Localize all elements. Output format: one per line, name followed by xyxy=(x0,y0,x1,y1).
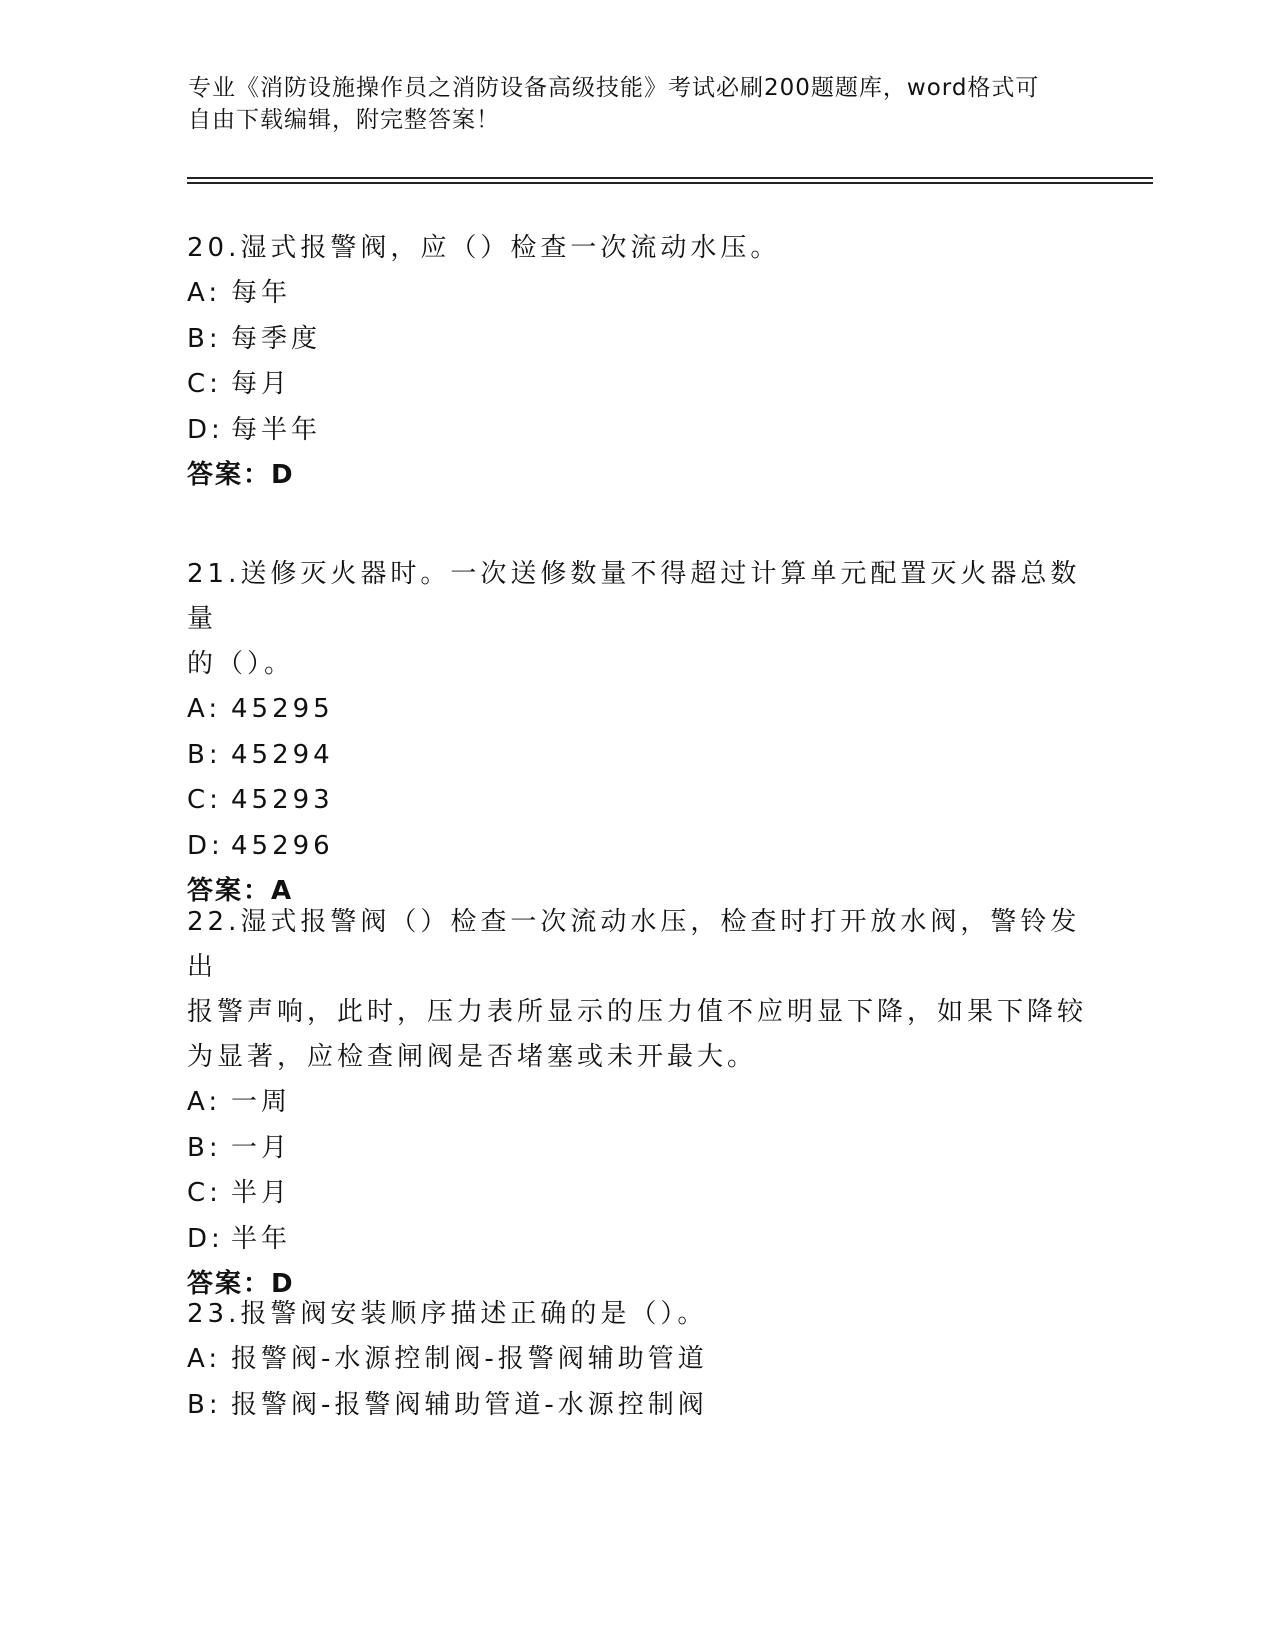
question-stem-line-1: 22.湿式报警阀（）检查一次流动水压，检查时打开放水阀，警铃发出 xyxy=(187,907,1081,982)
document-header xyxy=(188,72,1068,136)
option-key: C: xyxy=(187,785,222,815)
option-text: 每月 xyxy=(231,369,292,399)
header-line-2: 自由下载编辑，附完整答案！ xyxy=(188,107,500,133)
option-text: 45296 xyxy=(231,830,334,861)
question-23 xyxy=(187,1292,1087,1428)
option-text: 每半年 xyxy=(231,414,322,445)
answer-label: 答案：D xyxy=(187,460,295,490)
question-20 xyxy=(187,226,1087,498)
option-a xyxy=(187,1080,1087,1126)
option-key: B: xyxy=(187,1132,222,1163)
option-key: A: xyxy=(187,278,222,308)
option-b xyxy=(187,317,1087,363)
option-c xyxy=(187,362,1087,408)
option-d xyxy=(187,824,1087,870)
option-key: B: xyxy=(187,1389,222,1420)
question-stem-line-1: 21.送修灭火器时。一次送修数量不得超过计算单元配置灭火器总数量 xyxy=(187,559,1081,634)
option-text: 报警阀-报警阀辅助管道-水源控制阀 xyxy=(231,1389,708,1420)
option-key: C: xyxy=(187,369,222,399)
option-key: A: xyxy=(187,1087,222,1117)
option-text: 45293 xyxy=(231,785,334,815)
option-text: 每季度 xyxy=(231,323,322,354)
option-text: 每年 xyxy=(231,278,292,308)
option-text: 一月 xyxy=(231,1132,292,1163)
option-key: B: xyxy=(187,323,222,354)
option-key: A: xyxy=(187,694,222,724)
option-text: 45294 xyxy=(231,739,334,770)
option-c xyxy=(187,778,1087,824)
option-key: C: xyxy=(187,1178,222,1208)
question-stem: 20.湿式报警阀，应（）检查一次流动水压。 xyxy=(187,233,781,263)
answer-label: 答案：A xyxy=(187,876,294,906)
option-b xyxy=(187,1126,1087,1172)
header-divider-bottom xyxy=(187,182,1153,184)
option-a xyxy=(187,1337,1087,1383)
option-d xyxy=(187,1217,1087,1263)
option-d xyxy=(187,408,1087,454)
option-b xyxy=(187,733,1087,779)
option-text: 45295 xyxy=(231,694,334,724)
question-stem-line-2: 的（）。 xyxy=(187,649,295,679)
answer-label: 答案：D xyxy=(187,1269,295,1299)
option-key: D: xyxy=(187,414,224,445)
header-divider-top xyxy=(187,177,1153,179)
option-key: D: xyxy=(187,1223,224,1254)
option-a xyxy=(187,687,1087,733)
question-22 xyxy=(187,900,1087,1307)
option-a xyxy=(187,271,1087,317)
option-key: D: xyxy=(187,830,224,861)
question-21 xyxy=(187,552,1087,914)
header-line-1: 专业《消防设施操作员之消防设备高级技能》考试必刷200题题库，word格式可 xyxy=(188,75,1040,101)
option-c xyxy=(187,1171,1087,1217)
question-stem-line-3: 为显著，应检查闸阀是否堵塞或未开最大。 xyxy=(187,1042,758,1072)
option-b xyxy=(187,1383,1087,1429)
option-text: 报警阀-水源控制阀-报警阀辅助管道 xyxy=(231,1344,708,1374)
option-text: 半月 xyxy=(231,1178,292,1208)
question-stem-line-2: 报警声响，此时，压力表所显示的压力值不应明显下降，如果下降较 xyxy=(187,997,1088,1027)
option-text: 一周 xyxy=(231,1087,292,1117)
question-stem: 23.报警阀安装顺序描述正确的是（）。 xyxy=(187,1299,708,1329)
option-key: A: xyxy=(187,1344,222,1374)
option-key: B: xyxy=(187,739,222,770)
option-text: 半年 xyxy=(231,1223,292,1254)
